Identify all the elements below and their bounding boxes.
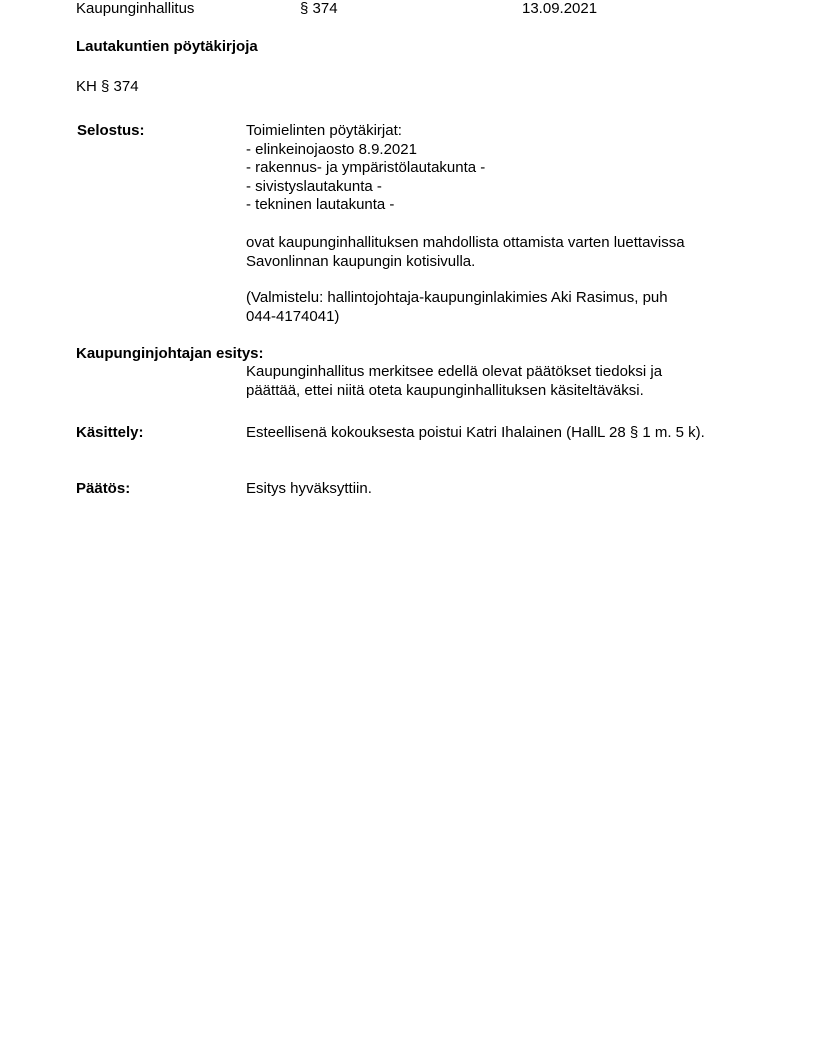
- selostus-item: - rakennus- ja ympäristölautakunta -: [246, 159, 486, 176]
- header-date: 13.09.2021: [522, 0, 598, 17]
- selostus-intro: Toimielinten pöytäkirjat:: [246, 122, 402, 139]
- selostus-item: - sivistyslautakunta -: [246, 177, 382, 195]
- esitys-line: Kaupunginhallitus merkitsee edellä olevat päätökset tiedoksi ja: [246, 363, 663, 380]
- selostus-body: [246, 122, 485, 215]
- header-body-name: Kaupunginhallitus: [76, 0, 195, 17]
- selostus-label: Selostus:: [77, 122, 145, 139]
- esitys-body: [246, 363, 662, 400]
- kasittely-label: Käsittely:: [76, 424, 144, 441]
- esitys-label: Kaupunginjohtajan esitys:: [76, 345, 264, 362]
- selostus-preparation: [246, 289, 668, 326]
- selostus-item: - tekninen lautakunta -: [246, 196, 395, 213]
- selostus-paragraph: [246, 234, 685, 271]
- esitys-line: päättää, ettei niitä oteta kaupunginhallituksen käsiteltäväksi.: [246, 381, 644, 399]
- selostus-preparation-line: 044-4174041): [246, 307, 340, 325]
- paatos-label: Päätös:: [76, 480, 131, 497]
- selostus-paragraph-line: ovat kaupunginhallituksen mahdollista ottamista varten luettavissa: [246, 234, 685, 251]
- kasittely-text: Esteellisenä kokouksesta poistui Katri Ihalainen (HallL 28 § 1 m. 5 k).: [246, 424, 705, 441]
- paatos-text: Esitys hyväksyttiin.: [246, 480, 372, 497]
- header-section-number: § 374: [300, 0, 338, 17]
- selostus-item: - elinkeinojaosto 8.9.2021: [246, 140, 417, 158]
- selostus-paragraph-line: Savonlinnan kaupungin kotisivulla.: [246, 252, 476, 270]
- section-reference: KH § 374: [76, 78, 139, 95]
- page-title: Lautakuntien pöytäkirjoja: [76, 38, 258, 55]
- selostus-preparation-line: (Valmistelu: hallintojohtaja-kaupunginlakimies Aki Rasimus, puh: [246, 289, 668, 306]
